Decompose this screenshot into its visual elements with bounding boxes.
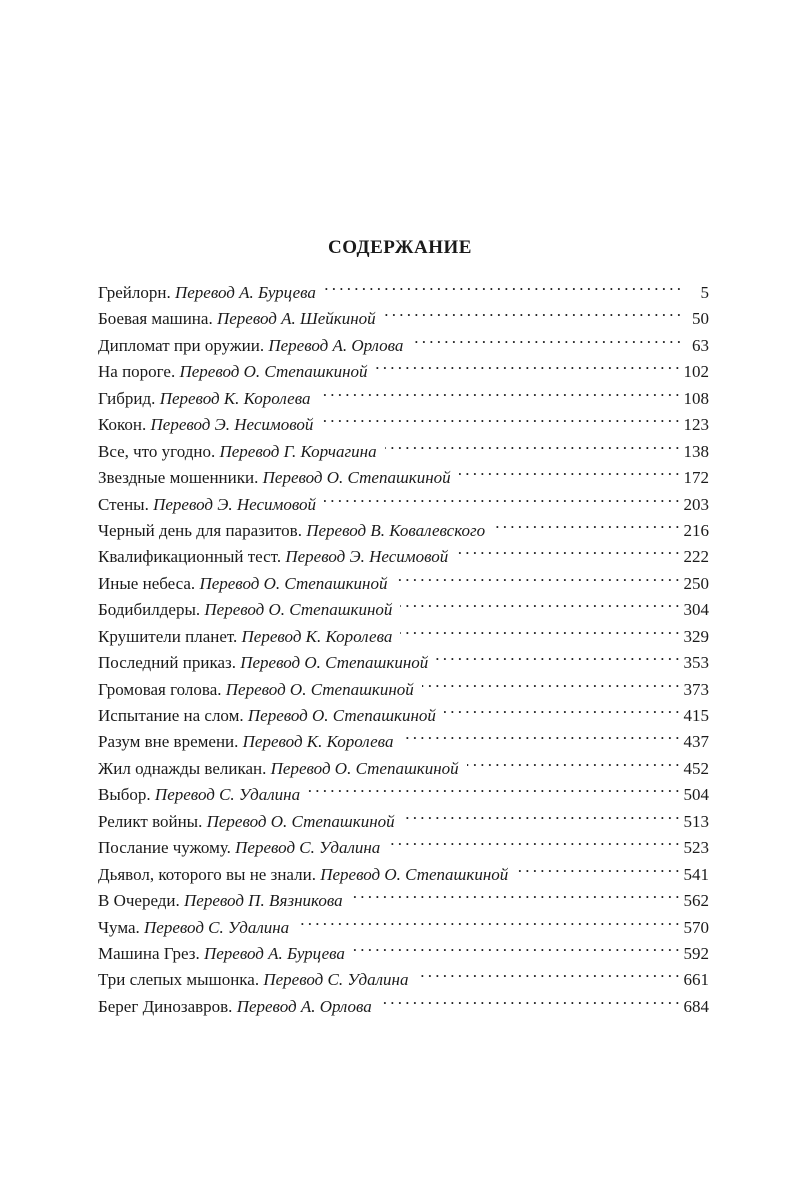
dot-leader bbox=[400, 616, 679, 642]
entry-title: Боевая машина. bbox=[98, 309, 213, 329]
entry-title: Иные небеса. bbox=[98, 573, 196, 593]
entry-title: На пороге. bbox=[98, 362, 176, 382]
entry-translator: Перевод П. Вязникова bbox=[184, 891, 343, 911]
dot-leader bbox=[459, 457, 680, 483]
entry-title: Дипломат при оружии. bbox=[98, 335, 265, 355]
entry-translator: Перевод О. Степашкиной bbox=[206, 811, 395, 831]
entry-translator: Перевод О. Степашкиной bbox=[320, 864, 509, 884]
entry-translator: Перевод Э. Несимовой bbox=[285, 547, 449, 567]
entry-page-number: 63 bbox=[692, 335, 709, 355]
entry-title: Машина Грез. bbox=[98, 943, 200, 963]
entry-page-number: 684 bbox=[683, 996, 709, 1016]
entry-page-number: 562 bbox=[683, 891, 709, 911]
entry-page-number: 102 bbox=[683, 362, 709, 382]
dot-leader bbox=[395, 563, 679, 589]
dot-leader bbox=[297, 907, 679, 933]
entry-translator: Перевод К. Королева bbox=[242, 732, 394, 752]
entry-translator: Перевод О. Степашкиной bbox=[262, 468, 451, 488]
entry-translator: Перевод О. Степашкиной bbox=[199, 573, 388, 593]
entry-title: Жил однажды великан. bbox=[98, 758, 267, 778]
entry-title: Звездные мошенники. bbox=[98, 468, 259, 488]
entry-translator: Перевод С. Удалина bbox=[235, 838, 381, 858]
entry-page-number: 570 bbox=[683, 917, 709, 937]
entry-page-number: 541 bbox=[683, 864, 709, 884]
entry-page-number: 513 bbox=[683, 811, 709, 831]
entry-title: Реликт войны. bbox=[98, 811, 203, 831]
entry-title: Крушители планет. bbox=[98, 626, 238, 646]
dot-leader bbox=[411, 325, 681, 351]
entry-title: Кокон. bbox=[98, 415, 147, 435]
entry-page-number: 203 bbox=[683, 494, 709, 514]
entry-title: Все, что угодно. bbox=[98, 441, 216, 461]
dot-leader bbox=[319, 378, 680, 404]
entry-page-number: 373 bbox=[683, 679, 709, 699]
dot-leader bbox=[401, 721, 679, 747]
entry-page-number: 504 bbox=[683, 785, 709, 805]
entry-translator: Перевод К. Королева bbox=[159, 388, 311, 408]
dot-leader bbox=[516, 854, 679, 880]
entry-title: Дьявол, которого вы не знали. bbox=[98, 864, 316, 884]
entry-translator: Перевод С. Удалина bbox=[154, 785, 301, 805]
entry-translator: Перевод Э. Несимовой bbox=[150, 415, 314, 435]
dot-leader bbox=[353, 933, 680, 959]
entry-translator: Перевод Э. Несимовой bbox=[153, 494, 317, 514]
entry-translator: Перевод А. Орлова bbox=[236, 996, 372, 1016]
entry-title: Бодибилдеры. bbox=[98, 600, 201, 620]
dot-leader bbox=[324, 484, 679, 510]
table-of-contents bbox=[98, 272, 709, 1016]
entry-page-number: 329 bbox=[683, 626, 709, 646]
entry-page-number: 216 bbox=[683, 520, 709, 540]
dot-leader bbox=[384, 298, 681, 324]
dot-leader bbox=[376, 351, 680, 377]
dot-leader bbox=[385, 431, 680, 457]
entry-translator: Перевод С. Удалина bbox=[144, 917, 290, 937]
entry-title: Берег Динозавров. bbox=[98, 996, 233, 1016]
entry-title: Гибрид. bbox=[98, 388, 156, 408]
entry-page-number: 123 bbox=[683, 415, 709, 435]
dot-leader bbox=[493, 510, 679, 536]
entry-title: Квалификационный тест. bbox=[98, 547, 282, 567]
entry-page-number: 250 bbox=[683, 573, 709, 593]
dot-leader bbox=[444, 695, 680, 721]
entry-translator: Перевод А. Шейкиной bbox=[216, 309, 376, 329]
entry-page-number: 452 bbox=[683, 758, 709, 778]
entry-translator: Перевод О. Степашкиной bbox=[204, 600, 393, 620]
entry-title: Чума. bbox=[98, 917, 140, 937]
dot-leader bbox=[308, 774, 679, 800]
entry-title: Разум вне времени. bbox=[98, 732, 239, 752]
entry-translator: Перевод А. Орлова bbox=[268, 335, 404, 355]
entry-title: Выбор. bbox=[98, 785, 151, 805]
dot-leader bbox=[324, 272, 681, 298]
page-title: СОДЕРЖАНИЕ bbox=[328, 236, 472, 258]
entry-page-number: 108 bbox=[683, 388, 709, 408]
entry-page-number: 50 bbox=[692, 309, 709, 329]
entry-title: Послание чужому. bbox=[98, 838, 231, 858]
entry-title: Громовая голова. bbox=[98, 679, 222, 699]
entry-title: В Очереди. bbox=[98, 891, 180, 911]
entry-title: Стены. bbox=[98, 494, 149, 514]
entry-page-number: 138 bbox=[683, 441, 709, 461]
dot-leader bbox=[467, 748, 680, 774]
entry-page-number: 437 bbox=[683, 732, 709, 752]
entry-page-number: 172 bbox=[683, 468, 709, 488]
entry-translator: Перевод О. Степашкиной bbox=[247, 706, 436, 725]
entry-page-number: 523 bbox=[683, 838, 709, 858]
entry-page-number: 5 bbox=[700, 283, 709, 302]
entry-translator: Перевод С. Удалина bbox=[263, 970, 409, 990]
dot-leader bbox=[351, 880, 680, 906]
entry-translator: Перевод О. Степашкиной bbox=[240, 653, 429, 673]
entry-title: Черный день для паразитов. bbox=[98, 520, 302, 540]
dot-leader bbox=[422, 669, 680, 695]
entry-translator: Перевод В. Ковалевского bbox=[306, 520, 486, 540]
entry-title: Три слепых мышонка. bbox=[98, 970, 260, 990]
entry-page-number: 592 bbox=[683, 943, 709, 963]
entry-page-number: 222 bbox=[683, 547, 709, 567]
dot-leader bbox=[321, 404, 679, 430]
dot-leader bbox=[436, 642, 679, 668]
entry-translator: Перевод А. Бурцева bbox=[174, 283, 316, 302]
entry-translator: Перевод Г. Корчагина bbox=[219, 441, 377, 461]
dot-leader bbox=[388, 827, 679, 853]
entry-page-number: 304 bbox=[683, 600, 709, 620]
entry-title: Испытание на слом. bbox=[98, 706, 244, 725]
entry-title: Грейлорн. bbox=[98, 283, 171, 302]
entry-page-number: 353 bbox=[683, 653, 709, 673]
toc-entry[interactable] bbox=[98, 272, 709, 302]
entry-translator: Перевод К. Королева bbox=[241, 626, 393, 646]
entry-title: Последний приказ. bbox=[98, 653, 236, 673]
entry-page-number: 661 bbox=[683, 970, 709, 990]
dot-leader bbox=[400, 589, 679, 615]
entry-translator: Перевод О. Степашкиной bbox=[179, 362, 368, 382]
dot-leader bbox=[417, 959, 680, 985]
entry-page-number: 415 bbox=[683, 706, 709, 725]
entry-translator: Перевод А. Бурцева bbox=[203, 943, 345, 963]
dot-leader bbox=[380, 986, 680, 1012]
dot-leader bbox=[403, 801, 680, 827]
entry-translator: Перевод О. Степашкиной bbox=[270, 758, 459, 778]
dot-leader bbox=[456, 536, 679, 562]
entry-translator: Перевод О. Степашкиной bbox=[225, 679, 414, 699]
